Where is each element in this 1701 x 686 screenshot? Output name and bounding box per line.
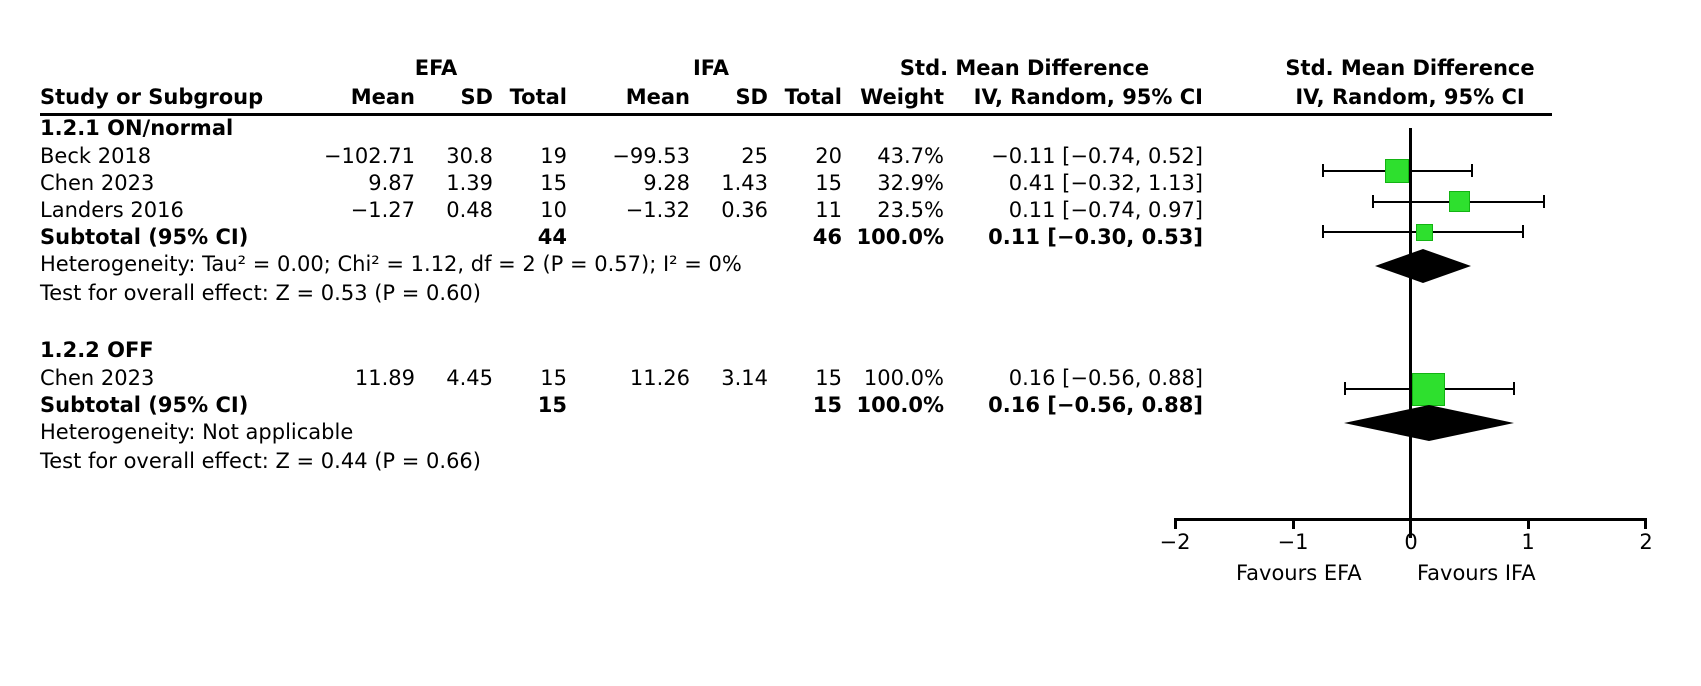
subgroup-header-1: 1.2.1 ON/normal	[40, 116, 234, 140]
table-row	[40, 198, 1203, 225]
row-mean-ifa: −99.53	[612, 144, 690, 168]
row-effect: 0.16 [−0.56, 0.88]	[1008, 366, 1203, 390]
row-study: Chen 2023	[40, 366, 155, 390]
ci-cap-right-chen-2023-on	[1543, 195, 1545, 208]
row-mean-ifa: 9.28	[643, 171, 690, 195]
row-total-efa: 15	[540, 171, 567, 195]
row-study: Chen 2023	[40, 171, 155, 195]
ci-cap-left-chen-2023-on	[1372, 195, 1374, 208]
row-weight: 100.0%	[863, 366, 944, 390]
row-sd-efa: 30.8	[446, 144, 493, 168]
subtotal-total-ifa: 46	[812, 225, 842, 249]
effect-marker-beck-2018	[1385, 159, 1409, 183]
row-total-efa: 15	[540, 366, 567, 390]
plot-subtitle: IV, Random, 95% CI	[1295, 85, 1525, 109]
heterogeneity-note-2: Heterogeneity: Not applicable	[40, 420, 354, 444]
x-tick-label-3: 1	[1521, 530, 1535, 554]
favours-left-label: Favours EFA	[1236, 561, 1362, 585]
row-sd-efa: 4.45	[446, 366, 493, 390]
subtotal-total-efa: 44	[537, 225, 567, 249]
x-tick-0	[1174, 518, 1177, 529]
row-weight: 23.5%	[877, 198, 944, 222]
ci-cap-left-beck-2018	[1322, 164, 1324, 177]
plot-canvas	[1130, 118, 1690, 585]
row-study: Landers 2016	[40, 198, 184, 222]
results-table	[40, 56, 1203, 478]
row-total-ifa: 15	[815, 171, 842, 195]
subtotal-weight: 100.0%	[856, 393, 944, 417]
header-weight: Weight	[860, 85, 944, 109]
table-row	[40, 366, 1203, 393]
x-tick-4	[1644, 518, 1647, 529]
row-sd-ifa: 3.14	[721, 366, 768, 390]
row-sd-ifa: 25	[741, 144, 768, 168]
subtotal-total-efa: 15	[537, 393, 567, 417]
header-mean-ifa: Mean	[625, 85, 690, 109]
header-group-efa: EFA	[414, 56, 458, 80]
effect-marker-chen-2023-on	[1449, 191, 1470, 212]
row-total-ifa: 20	[815, 144, 842, 168]
row-study: Beck 2018	[40, 144, 152, 168]
header-sd-efa: SD	[460, 85, 493, 109]
ci-cap-left-chen-2023-off	[1344, 382, 1346, 395]
subtotal-effect: 0.11 [−0.30, 0.53]	[988, 225, 1203, 249]
overall-effect-note-2: Test for overall effect: Z = 0.44 (P = 0.66)	[40, 449, 481, 473]
header-mean-efa: Mean	[350, 85, 415, 109]
heterogeneity-note-1: Heterogeneity: Tau² = 0.00; Chi² = 1.12, df = 2 (P = 0.57); I² = 0%	[40, 252, 742, 276]
header-study: Study or Subgroup	[40, 85, 264, 109]
row-sd-ifa: 1.43	[721, 171, 768, 195]
header-total-efa: Total	[509, 85, 567, 109]
forest-plot-panel	[1130, 56, 1690, 616]
row-effect: 0.41 [−0.32, 1.13]	[1008, 171, 1203, 195]
row-mean-ifa: 11.26	[629, 366, 690, 390]
x-tick-3	[1527, 518, 1530, 529]
row-mean-efa: 11.89	[354, 366, 415, 390]
row-mean-efa: −102.71	[323, 144, 415, 168]
subtotal-row	[40, 393, 1203, 420]
row-mean-ifa: −1.32	[625, 198, 690, 222]
row-sd-ifa: 0.36	[721, 198, 768, 222]
subtotal-total-ifa: 15	[812, 393, 842, 417]
x-tick-label-2: 0	[1404, 530, 1418, 554]
ci-cap-right-beck-2018	[1471, 164, 1473, 177]
zero-effect-line	[1409, 128, 1412, 538]
row-mean-efa: 9.87	[368, 171, 415, 195]
header-total-ifa: Total	[784, 85, 842, 109]
table-column-header-row	[40, 85, 1203, 116]
subtotal-diamond-off	[1320, 401, 1540, 445]
x-tick-2	[1409, 518, 1412, 529]
subtotal-label: Subtotal (95% CI)	[40, 393, 249, 417]
table-row	[40, 144, 1203, 171]
row-sd-efa: 0.48	[446, 198, 493, 222]
effect-marker-landers-2016	[1416, 224, 1433, 241]
row-sd-efa: 1.39	[446, 171, 493, 195]
row-effect: −0.11 [−0.74, 0.52]	[991, 144, 1203, 168]
overall-effect-note-1: Test for overall effect: Z = 0.53 (P = 0.60)	[40, 281, 481, 305]
ci-cap-right-landers-2016	[1522, 225, 1524, 238]
subtotal-label: Subtotal (95% CI)	[40, 225, 249, 249]
row-mean-efa: −1.27	[350, 198, 415, 222]
subtotal-effect: 0.16 [−0.56, 0.88]	[988, 393, 1203, 417]
favours-right-label: Favours IFA	[1417, 561, 1536, 585]
x-tick-label-4: 2	[1639, 530, 1653, 554]
header-sd-ifa: SD	[735, 85, 768, 109]
table-row	[40, 171, 1203, 198]
subtotal-row	[40, 225, 1203, 252]
header-effect-title: Std. Mean Difference	[899, 56, 1150, 80]
row-total-efa: 19	[540, 144, 567, 168]
row-total-ifa: 11	[815, 198, 842, 222]
header-group-ifa: IFA	[692, 56, 729, 80]
subtotal-diamond-on-normal	[1330, 245, 1510, 287]
ci-cap-left-landers-2016	[1322, 225, 1324, 238]
row-total-efa: 10	[540, 198, 567, 222]
subtotal-weight: 100.0%	[856, 225, 944, 249]
row-total-ifa: 15	[815, 366, 842, 390]
x-tick-1	[1292, 518, 1295, 529]
row-weight: 43.7%	[877, 144, 944, 168]
section-spacer	[40, 310, 1130, 338]
x-tick-label-0: −2	[1159, 530, 1191, 554]
header-effect-sub: IV, Random, 95% CI	[973, 85, 1203, 109]
plot-title: Std. Mean Difference	[1285, 56, 1535, 80]
ci-cap-right-chen-2023-off	[1513, 382, 1515, 395]
table-group-header-row	[40, 56, 1150, 85]
row-effect: 0.11 [−0.74, 0.97]	[1008, 198, 1203, 222]
subgroup-header-2: 1.2.2 OFF	[40, 338, 154, 362]
row-weight: 32.9%	[877, 171, 944, 195]
x-tick-label-1: −1	[1277, 530, 1309, 554]
